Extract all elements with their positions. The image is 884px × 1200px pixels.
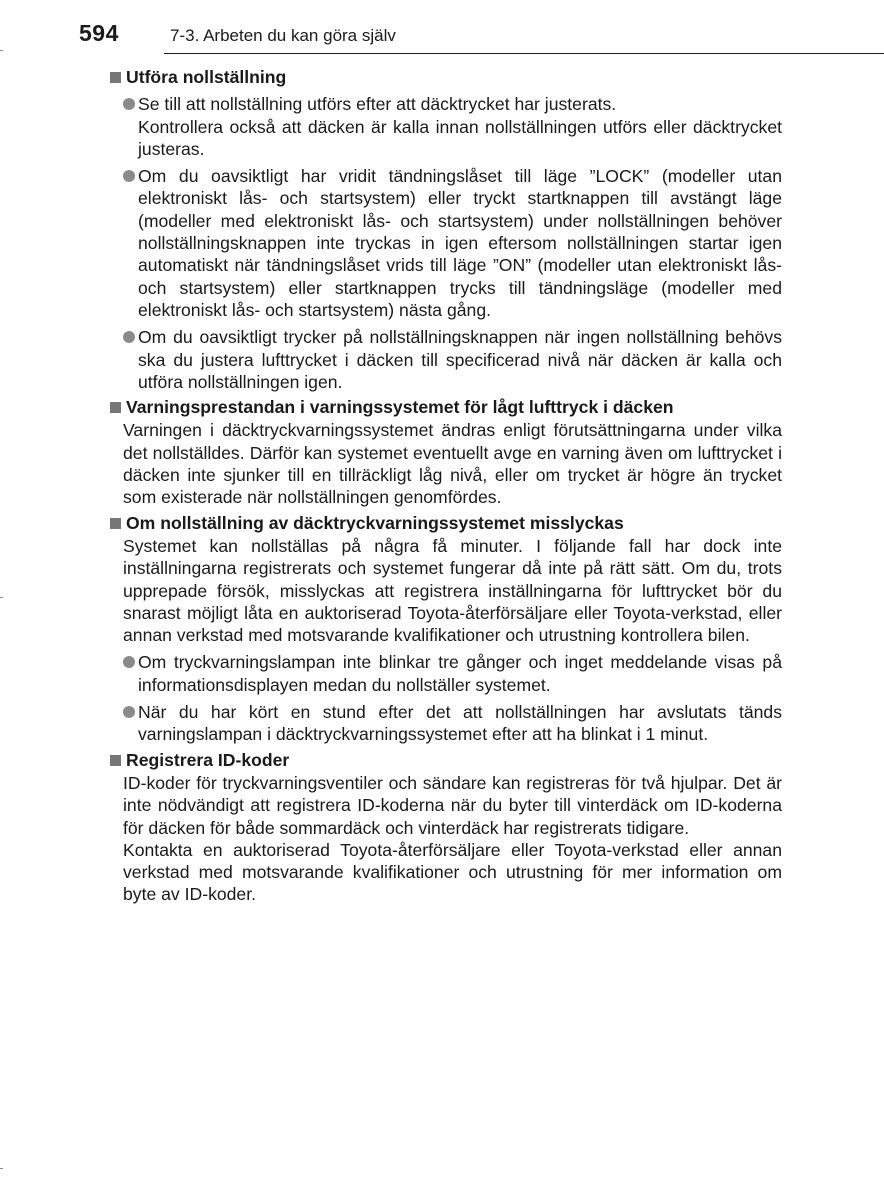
bullet-item: När du har kört en stund efter det att nollställningen har avslutats tänds varningslampan i däcktryckvarningssystemet efter att ha blinkat i 1 minut. xyxy=(123,701,782,746)
crop-mark xyxy=(0,50,3,51)
paragraph: Kontakta en auktoriserad Toyota-återförsäljare eller Toyota-verkstad eller annan verkstad med motsvarande kvalifikationer och utrustning för mer information om byte av ID-koder. xyxy=(123,839,782,905)
circle-bullet-icon xyxy=(123,656,135,668)
circle-bullet-icon xyxy=(123,98,135,110)
square-bullet-icon xyxy=(110,72,121,83)
page-number: 594 xyxy=(79,20,119,46)
circle-bullet-icon xyxy=(123,706,135,718)
crop-mark xyxy=(0,597,3,598)
square-bullet-icon xyxy=(110,755,121,766)
chapter-header: 7-3. Arbeten du kan göra själv xyxy=(170,26,396,45)
paragraph: ID-koder för tryckvarningsventiler och sändare kan registreras för två hjulpar. Det är inte nödvändigt att registrera ID-koderna när du byter till vinterdäck om ID-koderna för däcken för både sommardäck och vinterdäck har registrerats tidigare. xyxy=(123,772,782,838)
bullet-item: Se till att nollställning utförs efter att däcktrycket har justerats. Kontrollera också att däcken är kalla innan nollställningen utförs eller däcktrycket justeras. xyxy=(123,93,782,160)
bullet-item: Om tryckvarningslampan inte blinkar tre gånger och inget meddelande visas på informationsdisplayen medan du nollställer systemet. xyxy=(123,651,782,696)
paragraph: Varningen i däcktryckvarningssystemet ändras enligt förutsättningarna under vilka det nollställdes. Därför kan systemet eventuellt avge en varning även om lufttrycket i däcken inte sjunker till en tillräckligt låg nivå, eller om trycket är högre än trycket som existerade när nollställningen genomfördes. xyxy=(123,420,782,508)
square-bullet-icon xyxy=(110,402,121,413)
section-register-id-codes xyxy=(107,749,782,906)
page-content xyxy=(107,66,782,909)
bullet-item: Om du oavsiktligt trycker på nollställningsknappen när ingen nollställning behövs ska du justera lufttrycket i däcken till specificerad nivå när däcken är kalla och utföra nollställningen igen. xyxy=(123,326,782,393)
section-reset xyxy=(107,66,782,393)
section-reset-failure xyxy=(107,512,782,746)
crop-mark xyxy=(0,1168,3,1169)
section-heading: Utföra nollställning xyxy=(107,66,782,88)
circle-bullet-icon xyxy=(123,170,135,182)
header-rule xyxy=(164,53,884,54)
paragraph: Systemet kan nollställas på några få minuter. I följande fall har dock inte inställningarna registrerats och systemet fungerar då inte på rätt sätt. Om du, trots upprepade försök, misslyckas att registrera inställningarna för lufttrycket bör du snarast möjligt låta en auktoriserad Toyota-återförsäljare eller Toyota-verkstad, eller annan verkstad med motsvarande kvalifikationer och utrustning kontrollera bilen. xyxy=(123,535,782,646)
section-warning-performance xyxy=(107,396,782,508)
section-heading: Om nollställning av däcktryckvarningssystemet misslyckas xyxy=(107,512,782,534)
circle-bullet-icon xyxy=(123,331,135,343)
bullet-item: Om du oavsiktligt har vridit tändningslåset till läge ”LOCK” (modeller utan elektroniskt lås- och startsystem) eller tryckt startknappen till avstängt läge (modeller med elektroniskt lås- och startsystem) under nollställningen behöver nollställningsknappen inte tryckas in igen eftersom nollställningen startar igen automatiskt när tändningslåset vrids till läge ”ON” (modeller utan elektroniskt lås- och startsystem) eller startknappen trycks till tändningsläge (modeller med elektroniskt lås- och startsystem) nästa gång. xyxy=(123,165,782,321)
square-bullet-icon xyxy=(110,518,121,529)
section-heading: Registrera ID-koder xyxy=(107,749,782,771)
section-heading: Varningsprestandan i varningssystemet för lågt lufttryck i däcken xyxy=(107,396,782,418)
